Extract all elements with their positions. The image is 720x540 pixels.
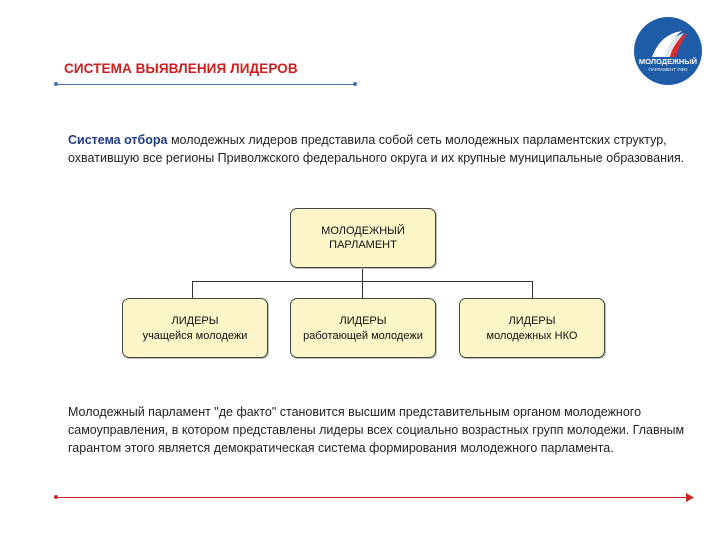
bottom-divider — [56, 497, 692, 498]
intro-highlight: Система отбора — [68, 133, 168, 147]
box-top-line2: ПАРЛАМЕНТ — [329, 239, 397, 251]
intro-paragraph — [68, 131, 688, 167]
box-ngo-leaders — [459, 298, 605, 358]
divider-dot-right — [353, 82, 357, 86]
logo-flag-icon — [634, 17, 702, 85]
box-label: ЛИДЕРЫ — [339, 315, 387, 327]
box-youth-parliament — [290, 208, 436, 268]
box-sublabel: работающей молодежи — [303, 330, 423, 342]
box-working-leaders — [290, 298, 436, 358]
logo — [634, 17, 702, 85]
box-top-line1: МОЛОДЕЖНЫЙ — [321, 225, 405, 237]
connector-center — [362, 281, 363, 298]
box-label: ЛИДЕРЫ — [171, 315, 219, 327]
outro-paragraph: Молодежный парламент "де факто" становится высшим представительным органом молодежного самоуправления, в котором представлены лидеры всех социально возрастных групп молодежи. Главным гарантом этого является демократическая система формирования молодежного парламента. — [68, 405, 685, 455]
page-title: СИСТЕМА ВЫЯВЛЕНИЯ ЛИДЕРОВ — [64, 61, 298, 76]
box-student-leaders — [122, 298, 268, 358]
logo-subtext: ПАРЛАМЕНТ ПФО — [648, 67, 688, 72]
divider-dot-left — [54, 82, 58, 86]
box-sublabel: учащейся молодежи — [142, 330, 248, 342]
box-label: ЛИДЕРЫ — [508, 315, 556, 327]
logo-text: МОЛОДЕЖНЫЙ — [638, 57, 698, 66]
connector-left — [192, 281, 193, 298]
title-divider — [56, 84, 356, 85]
connector-top — [362, 268, 363, 281]
connector-right — [532, 281, 533, 298]
intro-text: молодежных лидеров представила собой сеть молодежных парламентских структур, охватившую все регионы Приволжского федерального округа и их крупные муниципальные образования. — [68, 133, 685, 165]
arrow-right-icon — [686, 493, 694, 502]
bottom-dot-left — [54, 495, 58, 499]
box-sublabel: молодежных НКО — [486, 330, 578, 342]
